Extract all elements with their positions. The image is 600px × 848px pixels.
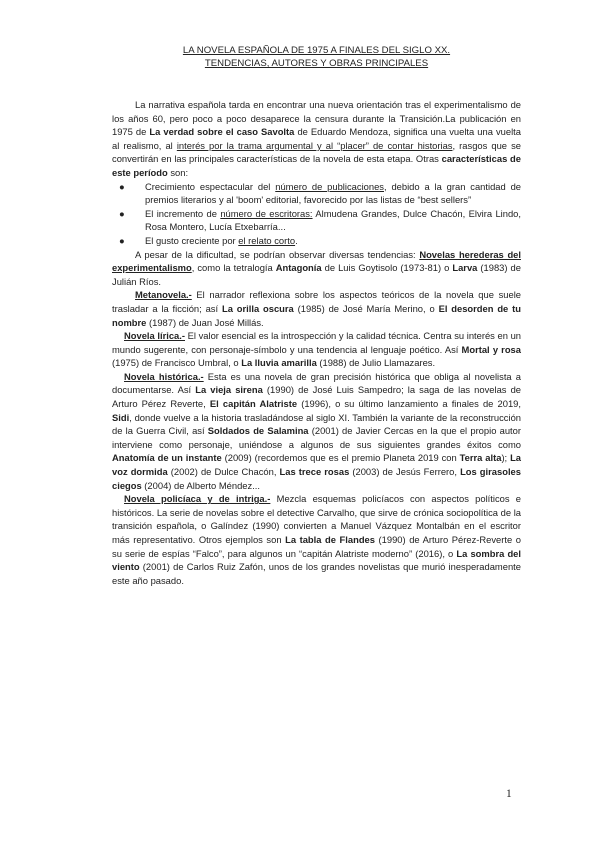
text: (2009) (recordemos que es el premio Planeta 2019 con (221, 452, 460, 464)
work-title: La tabla de Flandes (285, 534, 375, 545)
text: , como la tetralogía (191, 262, 276, 274)
section-heading: Novela histórica.- (124, 370, 204, 382)
text: Esta es una novela de gran precisión histórica que obliga al novelista a documentarse. Así (112, 370, 521, 396)
text: (2004) de Alberto Méndez... (141, 479, 261, 491)
text: son: (167, 166, 189, 178)
policiaca-paragraph (112, 492, 521, 587)
text: , rasgos que se convertirán en las principales características de la novela de esta etapa. Otras (112, 139, 521, 165)
work-title: Las trece rosas (279, 466, 350, 478)
text: (1975) de Francisco Umbral, o (112, 357, 242, 369)
work-title: Antagonía (275, 262, 322, 274)
section-heading: Novela policíaca y de intriga.- (124, 493, 271, 505)
section-heading: Novelas herederas del experimentalismo (112, 248, 521, 274)
title-line-1: LA NOVELA ESPAÑOLA DE 1975 A FINALES DEL SIGLO XX. (182, 45, 451, 56)
lirica-paragraph (112, 329, 521, 370)
document-title (112, 44, 521, 70)
text: (1990) de Arturo Pérez-Reverte o su serie de espías “Falco”, para algunos un “capitán Alatriste moderno” (2016), o (112, 534, 521, 559)
text: Mezcla esquemas policíacos con aspectos políticos e históricos. La serie de novelas sobre el detective Carvalho, que sirve de crónica sociopolítica de la transición española, o Galíndez (1990) convierten a Manuel Vázquez Montalbán en el escritor más representativo. Otros ejemplos son (112, 493, 521, 545)
text: A pesar de la dificultad, se podrían observar diversas tendencias: (135, 248, 420, 260)
text: (1990) de José Luis Sampedro; la saga de las novelas de Arturo Pérez Reverte, (112, 384, 522, 410)
section-heading: Novela lírica.- (124, 330, 185, 342)
work-title: El capitán Alatriste (209, 398, 298, 410)
underlined-text: número de publicaciones (275, 180, 384, 192)
work-title: Sidi (112, 411, 130, 423)
page-number: 1 (506, 788, 512, 800)
work-title: Terra alta (459, 452, 502, 464)
text: Almudena Grandes, Dulce Chacón, Elvira Lindo, Rosa Montero, Lucía Etxebarría... (145, 207, 521, 233)
work-title: El desorden de tu nombre (112, 302, 521, 328)
work-title: La lluvia amarilla (241, 357, 317, 369)
work-title: La orilla oscura (221, 302, 294, 314)
text: (1985) de José María Merino, o (293, 302, 439, 314)
list-item (119, 207, 521, 234)
text: El gusto creciente por (145, 234, 239, 246)
text: (1988) de Julio Llamazares. (316, 357, 436, 369)
underlined-text: el relato corto (238, 234, 296, 246)
underlined-text: número de escritoras: (220, 207, 313, 219)
text: de Eduardo Mendoza, significa una vuelta una vuelta al realismo, al (112, 126, 522, 151)
text: (2001) de Javier Cercas en la que el propio autor interviene como personaje, uniéndose a algunos de sus siguientes grandes éxitos como (112, 425, 521, 450)
text: (1983) de Julián Ríos. (112, 262, 521, 287)
text: de Luis Goytisolo (1973-81) o (321, 262, 453, 274)
work-title: Larva (452, 262, 478, 274)
tendencias-paragraph (112, 248, 521, 289)
work-title: La voz dormida (112, 452, 522, 478)
text: (2002) de Dulce Chacón, (167, 466, 280, 478)
intro-paragraph (112, 98, 521, 180)
text: Crecimiento espectacular del (145, 180, 276, 192)
text: El incremento de (145, 207, 221, 219)
bullet-icon: ● (119, 180, 125, 192)
characteristics-list (112, 180, 521, 248)
work-title: La vieja sirena (195, 384, 263, 396)
text: (2003) de Jesús Ferrero, (349, 466, 461, 478)
work-title: Mortal y rosa (461, 343, 521, 355)
text: . (295, 234, 298, 246)
text: El narrador reflexiona sobre los aspectos teóricos de la novela que suele trasladar a la ficción; así (112, 289, 521, 314)
metanovela-paragraph (112, 288, 521, 329)
text: El valor esencial es la introspección y la calidad técnica. Centra su interés en un mundo sugerente, con personaje-símbolo y una tendencia al lenguaje poético. Así (112, 330, 521, 355)
work-title: Los girasoles ciegos (112, 466, 521, 491)
section-heading: Metanovela.- (135, 289, 192, 301)
list-item (119, 180, 521, 207)
work-title: Soldados de Salamina (207, 425, 309, 437)
bullet-icon: ● (119, 234, 125, 246)
text: La narrativa española tarda en encontrar una nueva orientación tras el experimentalismo de los años 60, pero poco a poco desaparece la censura durante la Transición.La publicación en 1975 de (112, 99, 521, 138)
text: (2001) de Carlos Ruiz Zafón, unos de los grandes novelistas que murió inesperadamente este año pasado. (112, 561, 521, 586)
work-title: Anatomía de un instante (112, 452, 222, 464)
underlined-text: interés por la trama argumental y al “placer” de contar historias (176, 139, 453, 151)
bold-text: características de este período (112, 153, 521, 178)
list-item (119, 234, 521, 248)
text: , debido a la gran cantidad de premios literarios y al 'boom' editorial, favorecido por las listas de “best sellers” (145, 180, 521, 206)
historica-paragraph (112, 370, 521, 492)
text: (1987) de Juan José Millás. (146, 316, 264, 328)
title-line-2: TENDENCIAS, AUTORES Y OBRAS PRINCIPALES (204, 58, 429, 69)
text: , donde vuelve a la historia trasladándose al siglo XI. También la variante de la reconstrucción de la Guerra Civil, así (112, 411, 521, 437)
text: (1996), o su último lanzamiento a finales de 2019, (297, 398, 521, 410)
work-title: La verdad sobre el caso Savolta (149, 126, 295, 138)
text: ); (501, 452, 511, 464)
bullet-icon: ● (119, 207, 125, 219)
work-title: La sombra del viento (112, 547, 522, 573)
